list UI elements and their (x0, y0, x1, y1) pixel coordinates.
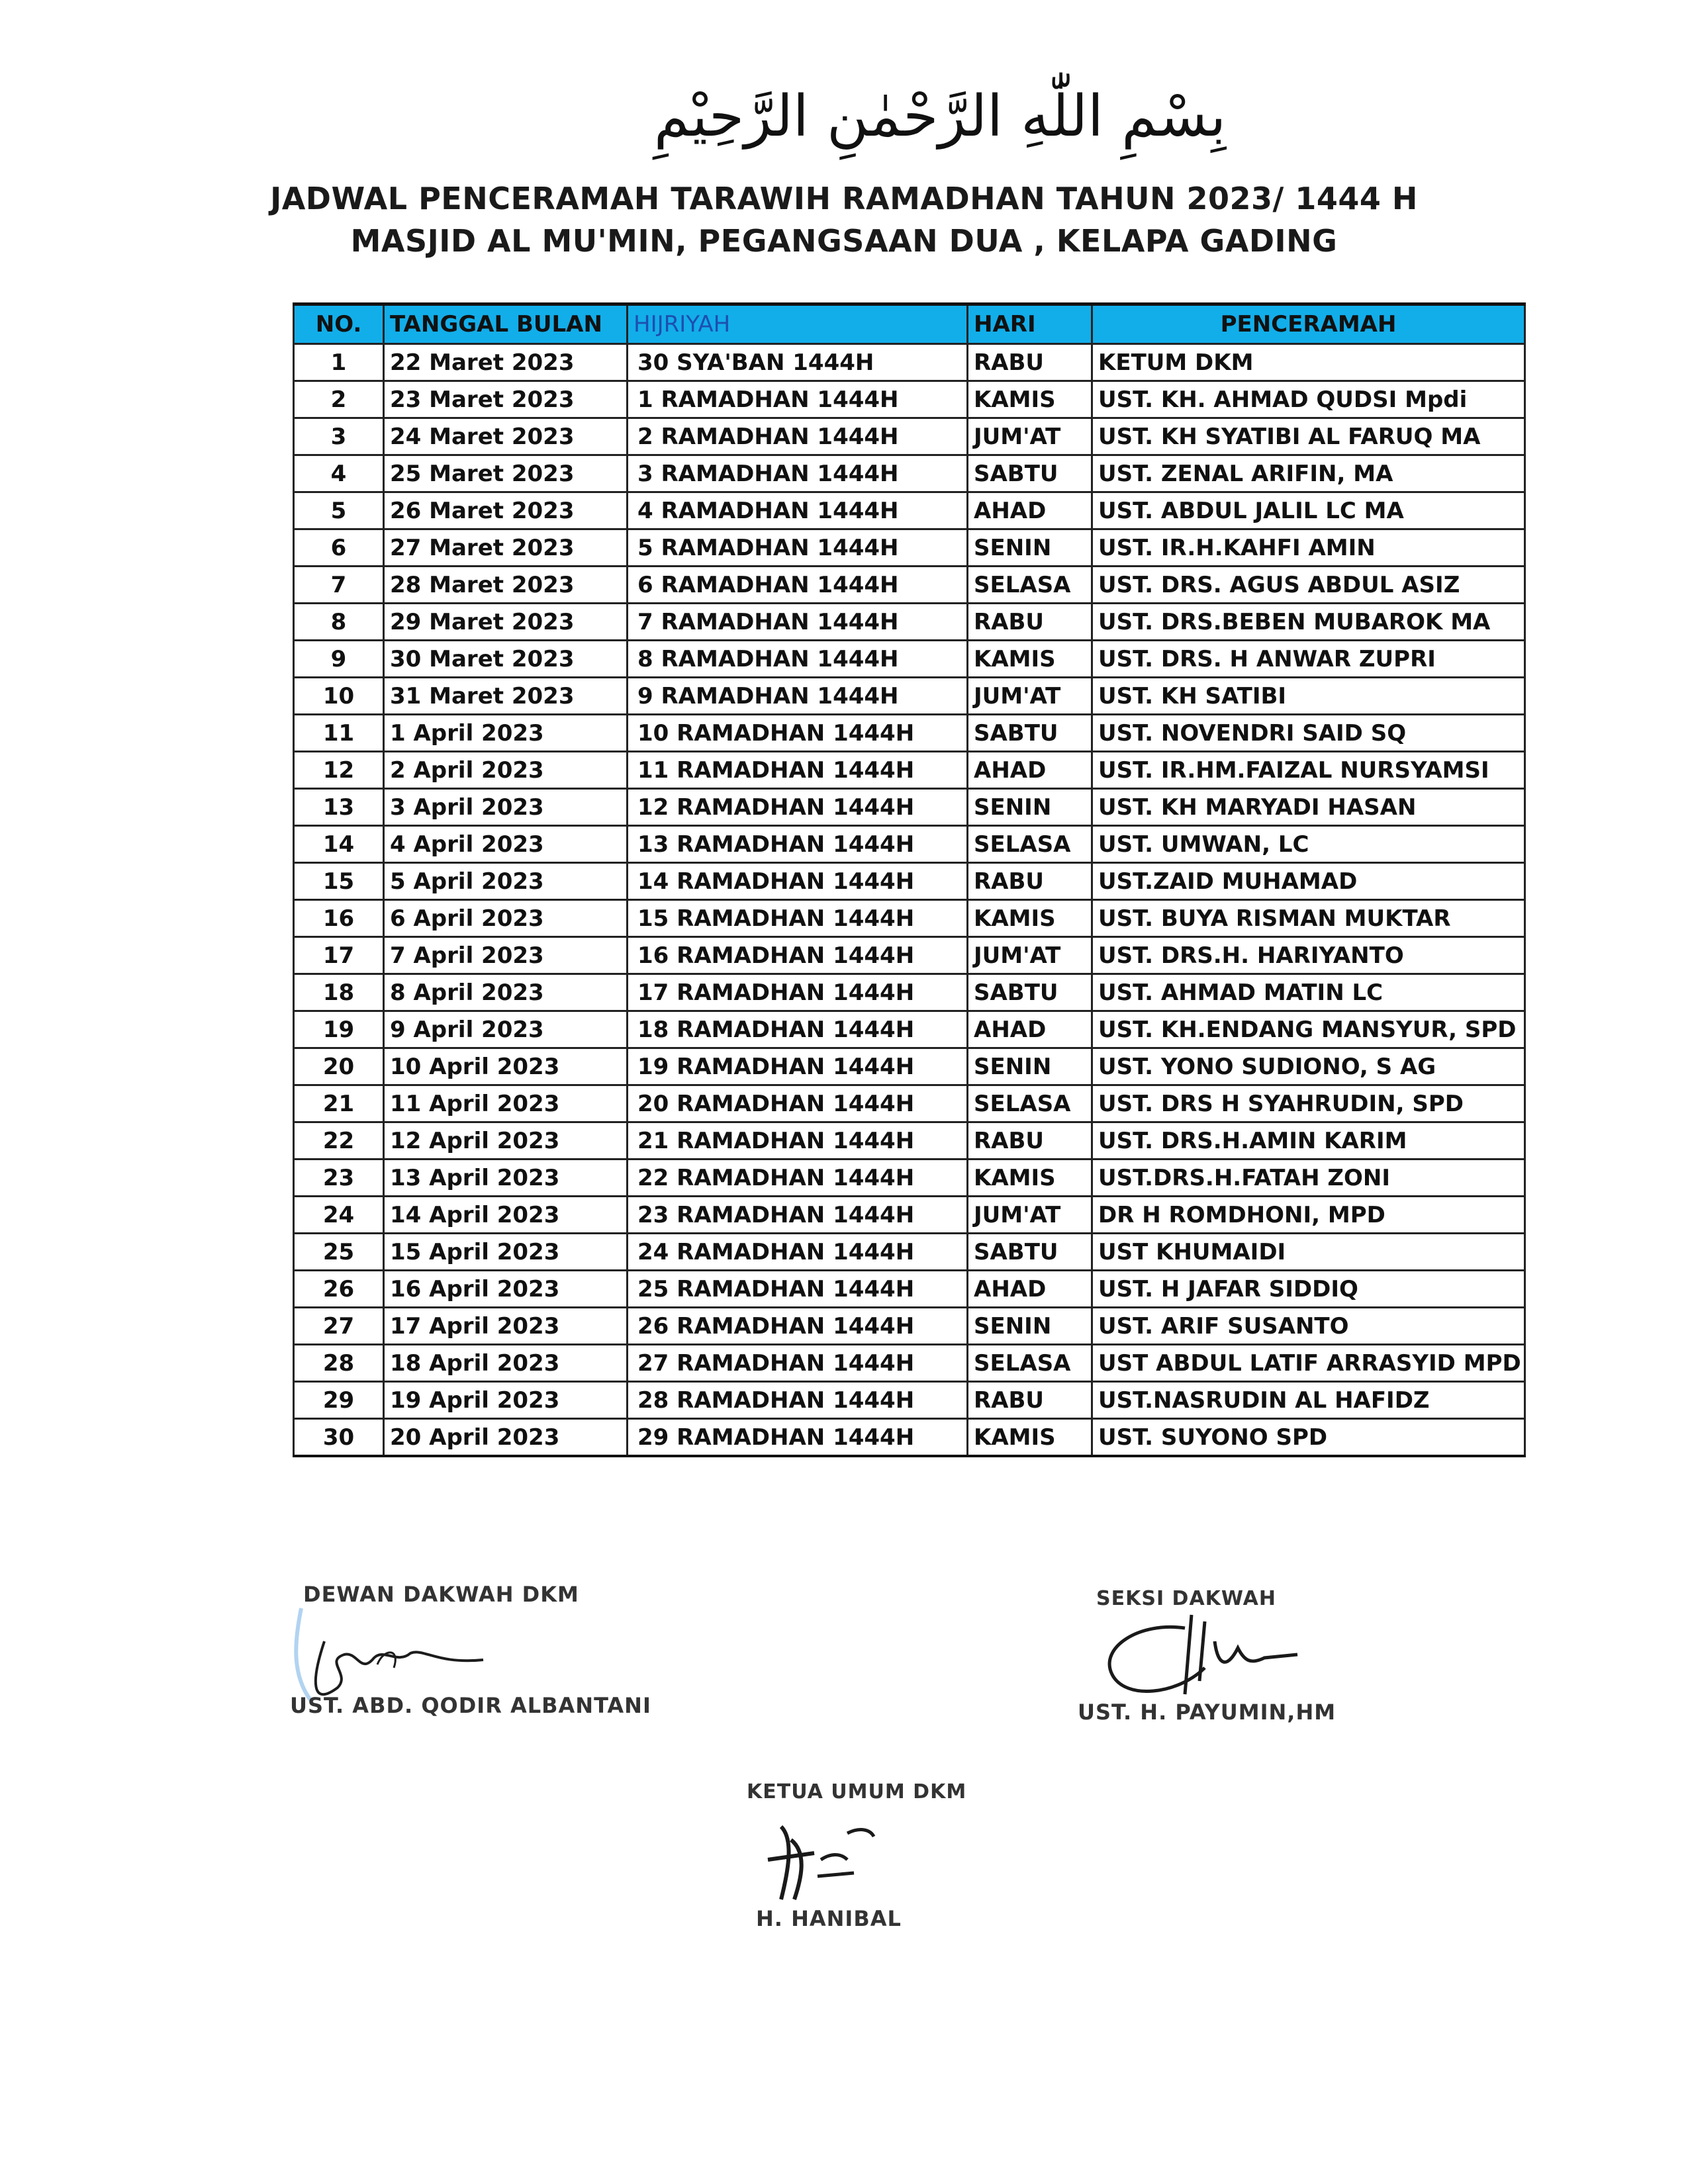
signature-ketua-umum-name-block (756, 1906, 902, 1931)
cell-hari: SABTU (968, 455, 1092, 492)
cell-hari: JUM'AT (968, 418, 1092, 455)
cell-hijriyah: 19 RAMADHAN 1444H (628, 1048, 968, 1085)
cell-hijriyah: 9 RAMADHAN 1444H (628, 678, 968, 715)
cell-penceramah: UST KHUMAIDI (1092, 1234, 1525, 1271)
cell-penceramah: UST. BUYA RISMAN MUKTAR (1092, 900, 1525, 937)
cell-tanggal: 4 April 2023 (384, 826, 628, 863)
cell-tanggal: 15 April 2023 (384, 1234, 628, 1271)
cell-hijriyah: 1 RAMADHAN 1444H (628, 381, 968, 418)
table-row (294, 455, 1525, 492)
cell-hijriyah: 25 RAMADHAN 1444H (628, 1271, 968, 1308)
cell-hari: KAMIS (968, 381, 1092, 418)
table-row (294, 974, 1525, 1011)
table-row (294, 529, 1525, 567)
table-row (294, 715, 1525, 752)
cell-tanggal: 17 April 2023 (384, 1308, 628, 1345)
cell-no: 10 (294, 678, 384, 715)
cell-penceramah: UST. NOVENDRI SAID SQ (1092, 715, 1525, 752)
cell-hari: JUM'AT (968, 1197, 1092, 1234)
cell-tanggal: 13 April 2023 (384, 1160, 628, 1197)
cell-penceramah: UST. ZENAL ARIFIN, MA (1092, 455, 1525, 492)
signature-dewan-dakwah-name-block (290, 1693, 651, 1718)
cell-penceramah: UST. DRS. H ANWAR ZUPRI (1092, 641, 1525, 678)
cell-hijriyah: 16 RAMADHAN 1444H (628, 937, 968, 974)
cell-penceramah: UST.ZAID MUHAMAD (1092, 863, 1525, 900)
cell-tanggal: 6 April 2023 (384, 900, 628, 937)
cell-no: 13 (294, 789, 384, 826)
document-title (0, 177, 1688, 262)
cell-penceramah: UST.DRS.H.FATAH ZONI (1092, 1160, 1525, 1197)
cell-no: 7 (294, 567, 384, 604)
table-row (294, 1271, 1525, 1308)
cell-no: 26 (294, 1271, 384, 1308)
table-row (294, 1011, 1525, 1048)
cell-hijriyah: 18 RAMADHAN 1444H (628, 1011, 968, 1048)
table-row (294, 1160, 1525, 1197)
table-row (294, 900, 1525, 937)
signature-ketua-umum (747, 1780, 966, 1803)
cell-no: 19 (294, 1011, 384, 1048)
cell-hijriyah: 7 RAMADHAN 1444H (628, 604, 968, 641)
cell-hari: JUM'AT (968, 678, 1092, 715)
cell-tanggal: 5 April 2023 (384, 863, 628, 900)
cell-no: 9 (294, 641, 384, 678)
cell-tanggal: 22 Maret 2023 (384, 344, 628, 381)
cell-tanggal: 9 April 2023 (384, 1011, 628, 1048)
table-row (294, 1085, 1525, 1122)
cell-penceramah: UST. DRS. AGUS ABDUL ASIZ (1092, 567, 1525, 604)
cell-tanggal: 20 April 2023 (384, 1419, 628, 1457)
cell-hijriyah: 17 RAMADHAN 1444H (628, 974, 968, 1011)
cell-hijriyah: 8 RAMADHAN 1444H (628, 641, 968, 678)
cell-penceramah: DR H ROMDHONI, MPD (1092, 1197, 1525, 1234)
cell-no: 28 (294, 1345, 384, 1382)
cell-tanggal: 16 April 2023 (384, 1271, 628, 1308)
cell-penceramah: UST. UMWAN, LC (1092, 826, 1525, 863)
cell-hijriyah: 10 RAMADHAN 1444H (628, 715, 968, 752)
cell-tanggal: 14 April 2023 (384, 1197, 628, 1234)
cell-tanggal: 26 Maret 2023 (384, 492, 628, 529)
cell-tanggal: 30 Maret 2023 (384, 641, 628, 678)
cell-no: 20 (294, 1048, 384, 1085)
cell-penceramah: UST. KH SYATIBI AL FARUQ MA (1092, 418, 1525, 455)
table-row (294, 678, 1525, 715)
cell-penceramah: UST. KH.ENDANG MANSYUR, SPD (1092, 1011, 1525, 1048)
cell-no: 1 (294, 344, 384, 381)
cell-tanggal: 11 April 2023 (384, 1085, 628, 1122)
table-row (294, 344, 1525, 381)
cell-hijriyah: 2 RAMADHAN 1444H (628, 418, 968, 455)
table-row (294, 752, 1525, 789)
cell-tanggal: 23 Maret 2023 (384, 381, 628, 418)
table-row (294, 1048, 1525, 1085)
table-row (294, 641, 1525, 678)
signature-title: KETUA UMUM DKM (747, 1780, 967, 1803)
cell-hijriyah: 4 RAMADHAN 1444H (628, 492, 968, 529)
cell-penceramah: UST. AHMAD MATIN LC (1092, 974, 1525, 1011)
title-line-2: MASJID AL MU'MIN, PEGANGSAAN DUA , KELAPA GADING (350, 223, 1338, 259)
cell-no: 12 (294, 752, 384, 789)
cell-penceramah: UST. H JAFAR SIDDIQ (1092, 1271, 1525, 1308)
header-penceramah: PENCERAMAH (1092, 304, 1525, 344)
table-row (294, 1122, 1525, 1160)
signature-payumin-icon (1086, 1602, 1324, 1714)
signature-name: UST. H. PAYUMIN,HM (1078, 1700, 1336, 1725)
cell-hijriyah: 21 RAMADHAN 1444H (628, 1122, 968, 1160)
cell-penceramah: UST. SUYONO SPD (1092, 1419, 1525, 1457)
cell-hijriyah: 23 RAMADHAN 1444H (628, 1197, 968, 1234)
cell-hari: SENIN (968, 1308, 1092, 1345)
cell-hari: SENIN (968, 1048, 1092, 1085)
cell-tanggal: 28 Maret 2023 (384, 567, 628, 604)
table-row (294, 1308, 1525, 1345)
cell-tanggal: 18 April 2023 (384, 1345, 628, 1382)
cell-tanggal: 24 Maret 2023 (384, 418, 628, 455)
cell-hari: AHAD (968, 1271, 1092, 1308)
cell-no: 29 (294, 1382, 384, 1419)
cell-penceramah: UST. IR.HM.FAIZAL NURSYAMSI (1092, 752, 1525, 789)
cell-hijriyah: 27 RAMADHAN 1444H (628, 1345, 968, 1382)
cell-hari: KAMIS (968, 1160, 1092, 1197)
cell-hijriyah: 14 RAMADHAN 1444H (628, 863, 968, 900)
cell-penceramah: UST. ABDUL JALIL LC MA (1092, 492, 1525, 529)
cell-hijriyah: 3 RAMADHAN 1444H (628, 455, 968, 492)
table-row (294, 826, 1525, 863)
cell-hari: JUM'AT (968, 937, 1092, 974)
cell-penceramah: UST. IR.H.KAHFI AMIN (1092, 529, 1525, 567)
cell-penceramah: UST.NASRUDIN AL HAFIDZ (1092, 1382, 1525, 1419)
basmala-calligraphy (622, 69, 1258, 169)
cell-tanggal: 10 April 2023 (384, 1048, 628, 1085)
cell-penceramah: UST. DRS.H. HARIYANTO (1092, 937, 1525, 974)
cell-no: 30 (294, 1419, 384, 1457)
cell-tanggal: 2 April 2023 (384, 752, 628, 789)
cell-hari: RABU (968, 863, 1092, 900)
cell-no: 11 (294, 715, 384, 752)
cell-no: 4 (294, 455, 384, 492)
cell-tanggal: 29 Maret 2023 (384, 604, 628, 641)
cell-hijriyah: 6 RAMADHAN 1444H (628, 567, 968, 604)
schedule-table (293, 302, 1526, 1457)
cell-no: 18 (294, 974, 384, 1011)
cell-hari: SELASA (968, 567, 1092, 604)
cell-hari: SENIN (968, 529, 1092, 567)
cell-hijriyah: 5 RAMADHAN 1444H (628, 529, 968, 567)
signature-title: DEWAN DAKWAH DKM (303, 1582, 579, 1607)
cell-penceramah: UST. DRS.H.AMIN KARIM (1092, 1122, 1525, 1160)
cell-penceramah: UST. KH SATIBI (1092, 678, 1525, 715)
cell-hari: SELASA (968, 1085, 1092, 1122)
title-line-1: JADWAL PENCERAMAH TARAWIH RAMADHAN TAHUN 2023/ 1444 H (270, 181, 1418, 216)
signature-seksi-dakwah-name-block (1078, 1700, 1336, 1725)
cell-no: 15 (294, 863, 384, 900)
cell-penceramah: UST ABDUL LATIF ARRASYID MPD (1092, 1345, 1525, 1382)
header-tanggal: TANGGAL BULAN (384, 304, 628, 344)
table-row (294, 1419, 1525, 1457)
cell-hijriyah: 11 RAMADHAN 1444H (628, 752, 968, 789)
cell-no: 5 (294, 492, 384, 529)
table-row (294, 492, 1525, 529)
cell-tanggal: 19 April 2023 (384, 1382, 628, 1419)
cell-tanggal: 3 April 2023 (384, 789, 628, 826)
cell-hijriyah: 15 RAMADHAN 1444H (628, 900, 968, 937)
cell-tanggal: 12 April 2023 (384, 1122, 628, 1160)
signature-name: H. HANIBAL (756, 1906, 902, 1931)
cell-no: 21 (294, 1085, 384, 1122)
cell-hari: AHAD (968, 492, 1092, 529)
cell-hari: RABU (968, 344, 1092, 381)
cell-penceramah: UST. YONO SUDIONO, S AG (1092, 1048, 1525, 1085)
cell-no: 23 (294, 1160, 384, 1197)
cell-hijriyah: 20 RAMADHAN 1444H (628, 1085, 968, 1122)
cell-hijriyah: 26 RAMADHAN 1444H (628, 1308, 968, 1345)
basmala-text: بِسْمِ اللّٰهِ الرَّحْمٰنِ الرَّحِيْمِ (653, 83, 1227, 150)
cell-hijriyah: 29 RAMADHAN 1444H (628, 1419, 968, 1457)
table-row (294, 418, 1525, 455)
cell-no: 16 (294, 900, 384, 937)
cell-hijriyah: 30 SYA'BAN 1444H (628, 344, 968, 381)
cell-no: 25 (294, 1234, 384, 1271)
table-row (294, 381, 1525, 418)
table-row (294, 567, 1525, 604)
cell-no: 3 (294, 418, 384, 455)
cell-hari: SABTU (968, 715, 1092, 752)
cell-no: 22 (294, 1122, 384, 1160)
cell-hari: AHAD (968, 1011, 1092, 1048)
cell-penceramah: UST. ARIF SUSANTO (1092, 1308, 1525, 1345)
table-row (294, 937, 1525, 974)
cell-hijriyah: 24 RAMADHAN 1444H (628, 1234, 968, 1271)
table-row (294, 1382, 1525, 1419)
cell-hari: KAMIS (968, 900, 1092, 937)
signature-name: UST. ABD. QODIR ALBANTANI (290, 1693, 651, 1718)
cell-penceramah: UST. DRS.BEBEN MUBAROK MA (1092, 604, 1525, 641)
cell-hari: SENIN (968, 789, 1092, 826)
table-header-row (294, 304, 1525, 344)
cell-hari: SELASA (968, 826, 1092, 863)
cell-no: 24 (294, 1197, 384, 1234)
cell-penceramah: KETUM DKM (1092, 344, 1525, 381)
cell-tanggal: 8 April 2023 (384, 974, 628, 1011)
table-row (294, 789, 1525, 826)
table-row (294, 604, 1525, 641)
cell-hari: RABU (968, 1382, 1092, 1419)
cell-hari: KAMIS (968, 1419, 1092, 1457)
signature-title: SEKSI DAKWAH (1096, 1587, 1276, 1610)
signature-hanibal-icon (755, 1813, 900, 1913)
cell-penceramah: UST. KH MARYADI HASAN (1092, 789, 1525, 826)
cell-penceramah: UST. DRS H SYAHRUDIN, SPD (1092, 1085, 1525, 1122)
cell-no: 8 (294, 604, 384, 641)
table-row (294, 1234, 1525, 1271)
cell-no: 27 (294, 1308, 384, 1345)
cell-hijriyah: 12 RAMADHAN 1444H (628, 789, 968, 826)
cell-penceramah: UST. KH. AHMAD QUDSI Mpdi (1092, 381, 1525, 418)
table-row (294, 1345, 1525, 1382)
cell-hari: RABU (968, 1122, 1092, 1160)
cell-hari: AHAD (968, 752, 1092, 789)
cell-hari: SABTU (968, 974, 1092, 1011)
cell-hijriyah: 13 RAMADHAN 1444H (628, 826, 968, 863)
cell-no: 6 (294, 529, 384, 567)
cell-hari: SABTU (968, 1234, 1092, 1271)
table-row (294, 1197, 1525, 1234)
cell-tanggal: 27 Maret 2023 (384, 529, 628, 567)
cell-hijriyah: 28 RAMADHAN 1444H (628, 1382, 968, 1419)
cell-tanggal: 1 April 2023 (384, 715, 628, 752)
cell-tanggal: 7 April 2023 (384, 937, 628, 974)
header-hijriyah: HIJRIYAH (628, 304, 968, 344)
cell-no: 17 (294, 937, 384, 974)
header-no: NO. (294, 304, 384, 344)
cell-hari: KAMIS (968, 641, 1092, 678)
cell-tanggal: 31 Maret 2023 (384, 678, 628, 715)
table-row (294, 863, 1525, 900)
cell-tanggal: 25 Maret 2023 (384, 455, 628, 492)
cell-no: 2 (294, 381, 384, 418)
cell-no: 14 (294, 826, 384, 863)
header-hari: HARI (968, 304, 1092, 344)
cell-hijriyah: 22 RAMADHAN 1444H (628, 1160, 968, 1197)
cell-hari: RABU (968, 604, 1092, 641)
cell-hari: SELASA (968, 1345, 1092, 1382)
